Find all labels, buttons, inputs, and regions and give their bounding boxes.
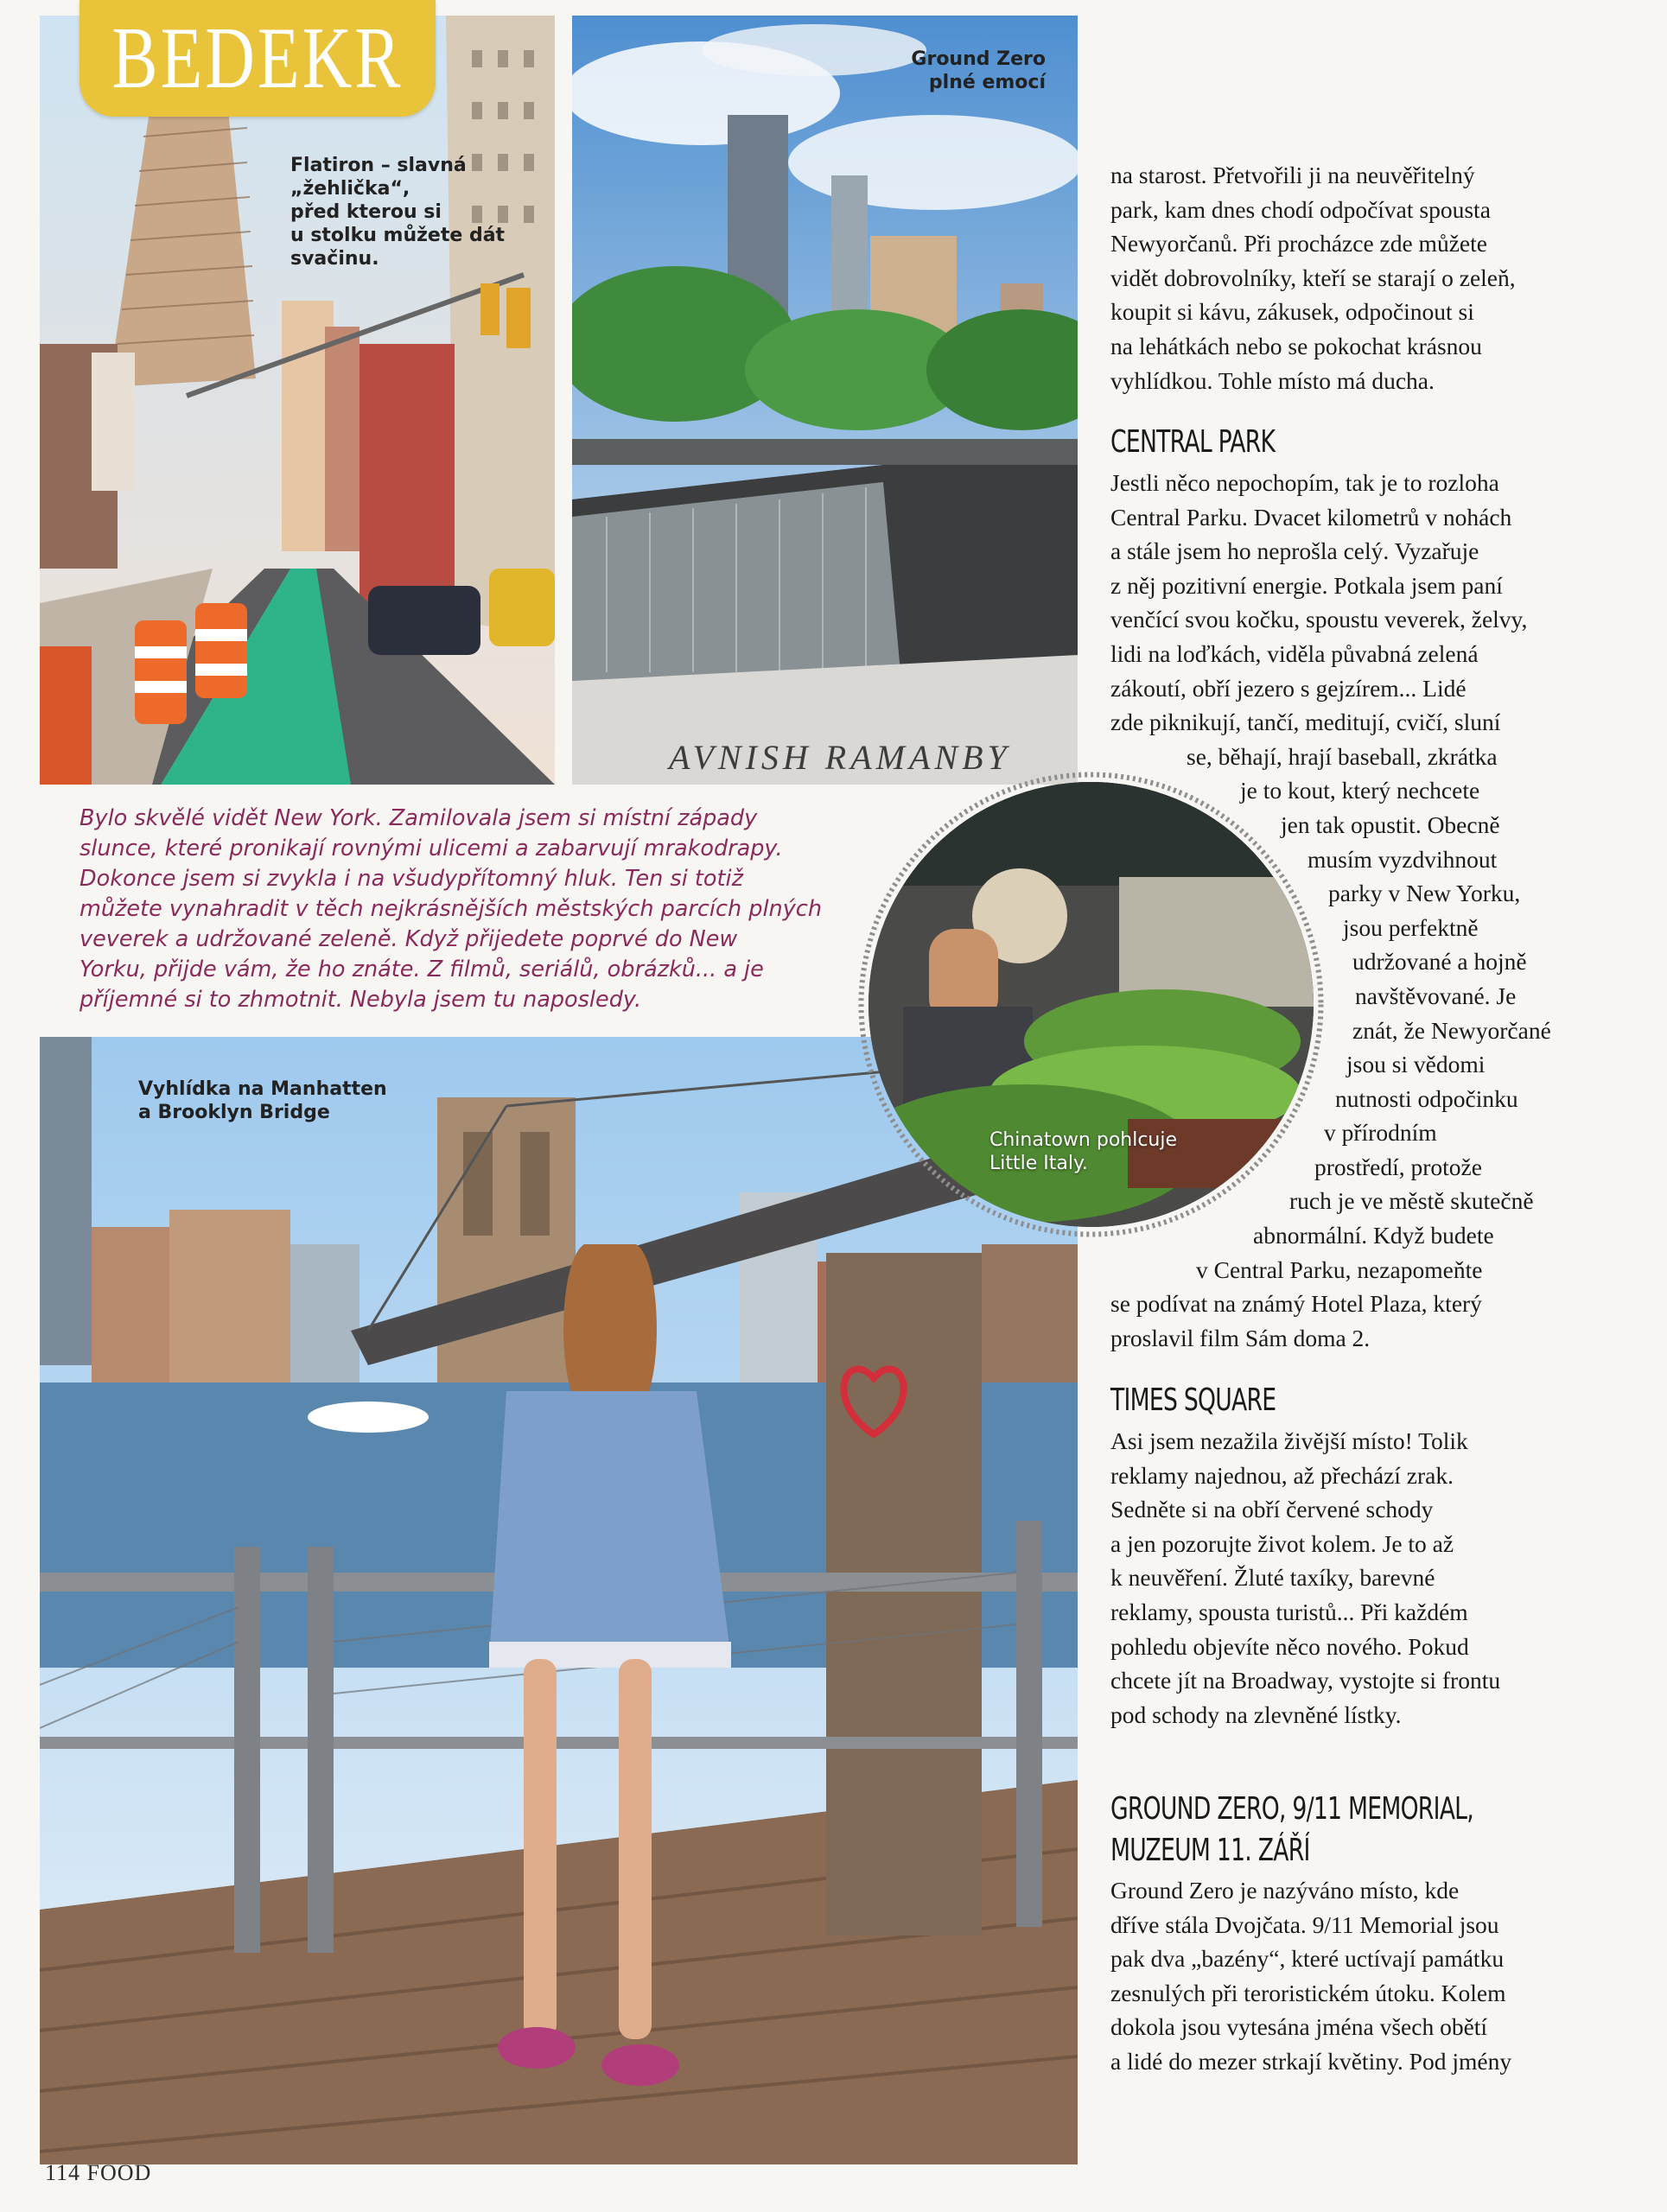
ground-zero-photo	[572, 16, 1078, 785]
article-opening	[1110, 158, 1516, 397]
ground-zero-caption-line: Ground Zero	[911, 48, 1046, 70]
flatiron-caption-line: Flatiron – slavná	[290, 155, 467, 176]
brooklyn-caption-line: a Brooklyn Bridge	[138, 1102, 330, 1123]
article-line: se podívat na známý Hotel Plaza, který	[1110, 1290, 1482, 1318]
article-line: proslavil film Sám doma 2.	[1110, 1324, 1371, 1351]
times-square-heading-text: TIMES SQUARE	[1110, 1382, 1276, 1418]
central-park-heading	[1110, 422, 1275, 463]
brooklyn-caption-line: Vyhlídka na Manhatten	[138, 1078, 387, 1100]
flatiron-caption-line: u stolku můžete dát	[290, 225, 506, 246]
article-line: jen tak opustit. Obecně	[1281, 810, 1500, 838]
ground-zero-heading	[1110, 1789, 1473, 1872]
ground-zero-caption-line: plné emocí	[928, 72, 1046, 93]
article-line: Newyorčanů. Při procházce zde můžete	[1110, 230, 1487, 257]
article-line: pohledu objevíte něco nového. Pokud	[1110, 1632, 1469, 1660]
chinatown-caption-line: Chinatown pohlcuje	[989, 1129, 1178, 1151]
article-line: dříve stála Dvojčata. 9/11 Memorial jsou	[1110, 1910, 1499, 1938]
article-line: jsou si vědomi	[1346, 1051, 1486, 1078]
ground-zero-caption	[899, 48, 1046, 94]
article-line: lidi na loďkách, viděla půvabná zelená	[1110, 639, 1479, 667]
flatiron-caption	[290, 154, 505, 270]
article-line: Central Parku. Dvacet kilometrů v nohách	[1110, 503, 1512, 531]
flatiron-caption-line: svačinu.	[290, 248, 379, 270]
ground-zero-heading-line: GROUND ZERO, 9/11 MEMORIAL,	[1110, 1791, 1474, 1827]
article-line: pod schody na zlevněné lístky.	[1110, 1700, 1402, 1728]
flatiron-caption-line: „žehlička“,	[290, 178, 410, 200]
page-folio: 114 FOOD	[45, 2160, 152, 2185]
article-line: prostředí, protože	[1314, 1153, 1482, 1180]
article-line: v přírodním	[1324, 1119, 1437, 1147]
article-line: abnormální. Když budete	[1253, 1222, 1494, 1249]
intro-line: veverek a udržované zeleně. Když přijedete poprvé do New	[80, 926, 738, 952]
article-line: udržované a hojně	[1352, 948, 1527, 976]
article-line: reklamy, spousta turistů... Při každém	[1110, 1598, 1468, 1625]
article-line: zde piknikují, tančí, meditují, cvičí, sluní	[1110, 709, 1501, 736]
article-line: a stále jsem ho neprošla celý. Vyzařuje	[1110, 537, 1479, 565]
intro-line: příjemné si to zhmotnit. Nebyla jsem tu naposledy.	[80, 987, 642, 1013]
article-line: reklamy najednou, až přechází zrak.	[1110, 1461, 1454, 1489]
article-line: je to kout, který nechcete	[1240, 777, 1480, 804]
article-line: na lehátkách nebo se pokochat krásnou	[1110, 332, 1482, 359]
section-tab	[80, 0, 436, 117]
article-line: se, běhají, hrají baseball, zkrátka	[1187, 742, 1498, 770]
article-line: Sedněte si na obří červené schody	[1110, 1496, 1434, 1523]
article-line: zesnulých při teroristickém útoku. Kolem	[1110, 1979, 1506, 2006]
article-line: parky v New Yorku,	[1328, 880, 1521, 907]
intro-paragraph	[80, 804, 849, 1015]
article-line: jsou perfektně	[1343, 913, 1479, 941]
brooklyn-bridge-photo	[40, 1037, 1078, 2164]
article-line: venčící svou kočku, spoustu veverek, želvy,	[1110, 606, 1528, 633]
central-park-body	[1110, 466, 1551, 1355]
article-line: park, kam dnes chodí odpočívat spousta	[1110, 195, 1491, 223]
times-square-body	[1110, 1424, 1500, 1732]
article-line: a jen pozorujte život kolem. Je to až	[1110, 1529, 1454, 1557]
article-line: vidět dobrovolníky, kteří se starají o zeleň,	[1110, 264, 1516, 291]
times-square-heading	[1110, 1380, 1276, 1421]
intro-line: Yorku, přijde vám, že ho znáte. Z filmů, seriálů, obrázků... a je	[80, 957, 764, 982]
article-line: musím vyzdvihnout	[1308, 845, 1498, 873]
article-line: navštěvované. Je	[1355, 982, 1517, 1009]
article-line: pak dva „bazény“, které uctívají památku	[1110, 1945, 1505, 1973]
article-line: koupit si kávu, zákusek, odpočinout si	[1110, 298, 1474, 326]
flatiron-photo	[40, 16, 555, 785]
memorial-inscription: AVNISH RAMANBY	[669, 738, 1011, 777]
article-line: vyhlídkou. Tohle místo má ducha.	[1110, 366, 1435, 394]
intro-line: slunce, které pronikají rovnými ulicemi a zabarvují mrakodrapy.	[80, 836, 783, 861]
article-line: Jestli něco nepochopím, tak je to rozloha	[1110, 469, 1499, 496]
intro-line: můžete vynahradit v těch nejkrásnějších městských parcích plných	[80, 896, 822, 922]
intro-line: Dokonce jsem si zvykla i na všudypřítomný hluk. Ten si totiž	[80, 866, 743, 892]
article-line: na starost. Přetvořili ji na neuvěřitelný	[1110, 162, 1475, 188]
article-line: z něj pozitivní energie. Potkala jsem paní	[1110, 571, 1503, 599]
article-line: nutnosti odpočinku	[1335, 1084, 1518, 1112]
article-line: Asi jsem nezažila živější místo! Tolik	[1110, 1427, 1468, 1454]
article-line: k neuvěření. Žluté taxíky, barevné	[1110, 1564, 1435, 1592]
central-park-heading-text: CENTRAL PARK	[1110, 424, 1276, 460]
article-line: v Central Parku, nezapomeňte	[1196, 1255, 1483, 1283]
article-line: zákoutí, obří jezero s gejzírem... Lidé	[1110, 674, 1467, 702]
ground-zero-body	[1110, 1873, 1511, 2079]
article-line: chcete jít na Broadway, vystojte si frontu	[1110, 1667, 1501, 1694]
article-line: ruch je ve městě skutečně	[1289, 1187, 1534, 1215]
brooklyn-caption	[138, 1077, 387, 1124]
article-line: znát, že Newyorčané	[1352, 1016, 1551, 1044]
article-line: Ground Zero je nazýváno místo, kde	[1110, 1877, 1460, 1904]
flatiron-caption-line: před kterou si	[290, 201, 442, 223]
section-tab-label: BEDEKR	[111, 10, 404, 107]
chinatown-caption-line: Little Italy.	[989, 1153, 1088, 1174]
article-line: a lidé do mezer strkají květiny. Pod jmény	[1110, 2047, 1512, 2075]
ground-zero-heading-line: MUZEUM 11. ZÁŘÍ	[1110, 1833, 1310, 1868]
article-line: dokola jsou vytesána jména všech obětí	[1110, 2013, 1488, 2041]
intro-line: Bylo skvělé vidět New York. Zamilovala jsem si místní západy	[80, 805, 758, 831]
